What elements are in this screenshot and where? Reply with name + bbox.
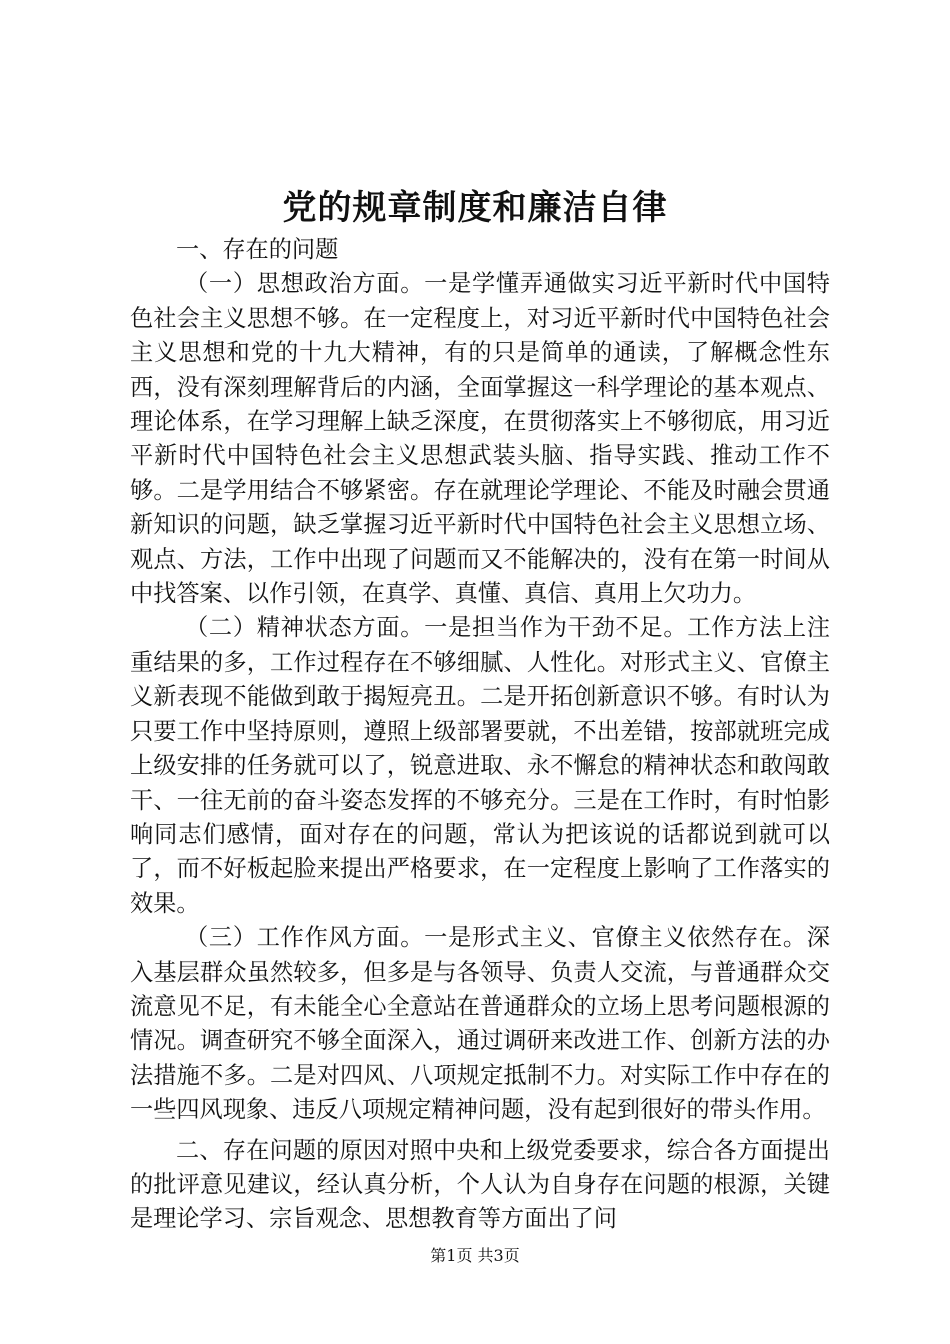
document-title: 党的规章制度和廉洁自律 — [282, 188, 668, 228]
section-heading: 一、存在的问题 — [176, 236, 339, 263]
body-paragraph: （一）思想政治方面。一是学懂弄通做实习近平新时代中国特色社会主义思想不够。在一定程度上，对习近平新时代中国特色社会主义思想和党的十九大精神，有的只是简单的通读，了解概念性东西，没有深刻理解背后的内涵，全面掌握这一科学理论的基本观点、理论体系，在学习理解上缺乏深度，在贯彻落实上不够彻底，用习近平新时代中国特色社会主义思想武装头脑、指导实践、推动工作不够。二是学用结合不够紧密。存在就理论学理论、不能及时融会贯通新知识的问题，缺乏掌握习近平新时代中国特色社会主义思想立场、观点、方法，工作中出现了问题而又不能解决的，没有在第一时间从中找答案、以作引领，在真学、真懂、真信、真用上欠功力。 — [130, 270, 830, 608]
document-body — [130, 233, 830, 1237]
body-paragraph: 二、存在问题的原因对照中央和上级党委要求，综合各方面提出的批评意见建议，经认真分析，个人认为自身存在问题的根源，关键是理论学习、宗旨观念、思想教育等方面出了问 — [130, 1136, 830, 1233]
body-paragraph: （二）精神状态方面。一是担当作为干劲不足。工作方法上注重结果的多，工作过程存在不够细腻、人性化。对形式主义、官僚主义新表现不能做到敢于揭短亮丑。二是开拓创新意识不够。有时认为只要工作中坚持原则，遵照上级部署要就，不出差错，按部就班完成上级安排的任务就可以了，锐意进取、永不懈怠的精神状态和敢闯敢干、一往无前的奋斗姿态发挥的不够充分。三是在工作时，有时怕影响同志们感情，面对存在的问题，常认为把该说的话都说到就可以了，而不好板起脸来提出严格要求，在一定程度上影响了工作落实的效果。 — [130, 614, 830, 917]
page-footer: 第1页 共3页 — [430, 1246, 520, 1265]
body-paragraph: （三）工作作风方面。一是形式主义、官僚主义依然存在。深入基层群众虽然较多，但多是与各领导、负责人交流，与普通群众交流意见不足，有未能全心全意站在普通群众的立场上思考问题根源的情况。调查研究不够全面深入，通过调研来改进工作、创新方法的办法措施不多。二是对四风、八项规定抵制不力。对实际工作中存在的一些四风现象、违反八项规定精神问题，没有起到很好的带头作用。 — [130, 924, 830, 1124]
